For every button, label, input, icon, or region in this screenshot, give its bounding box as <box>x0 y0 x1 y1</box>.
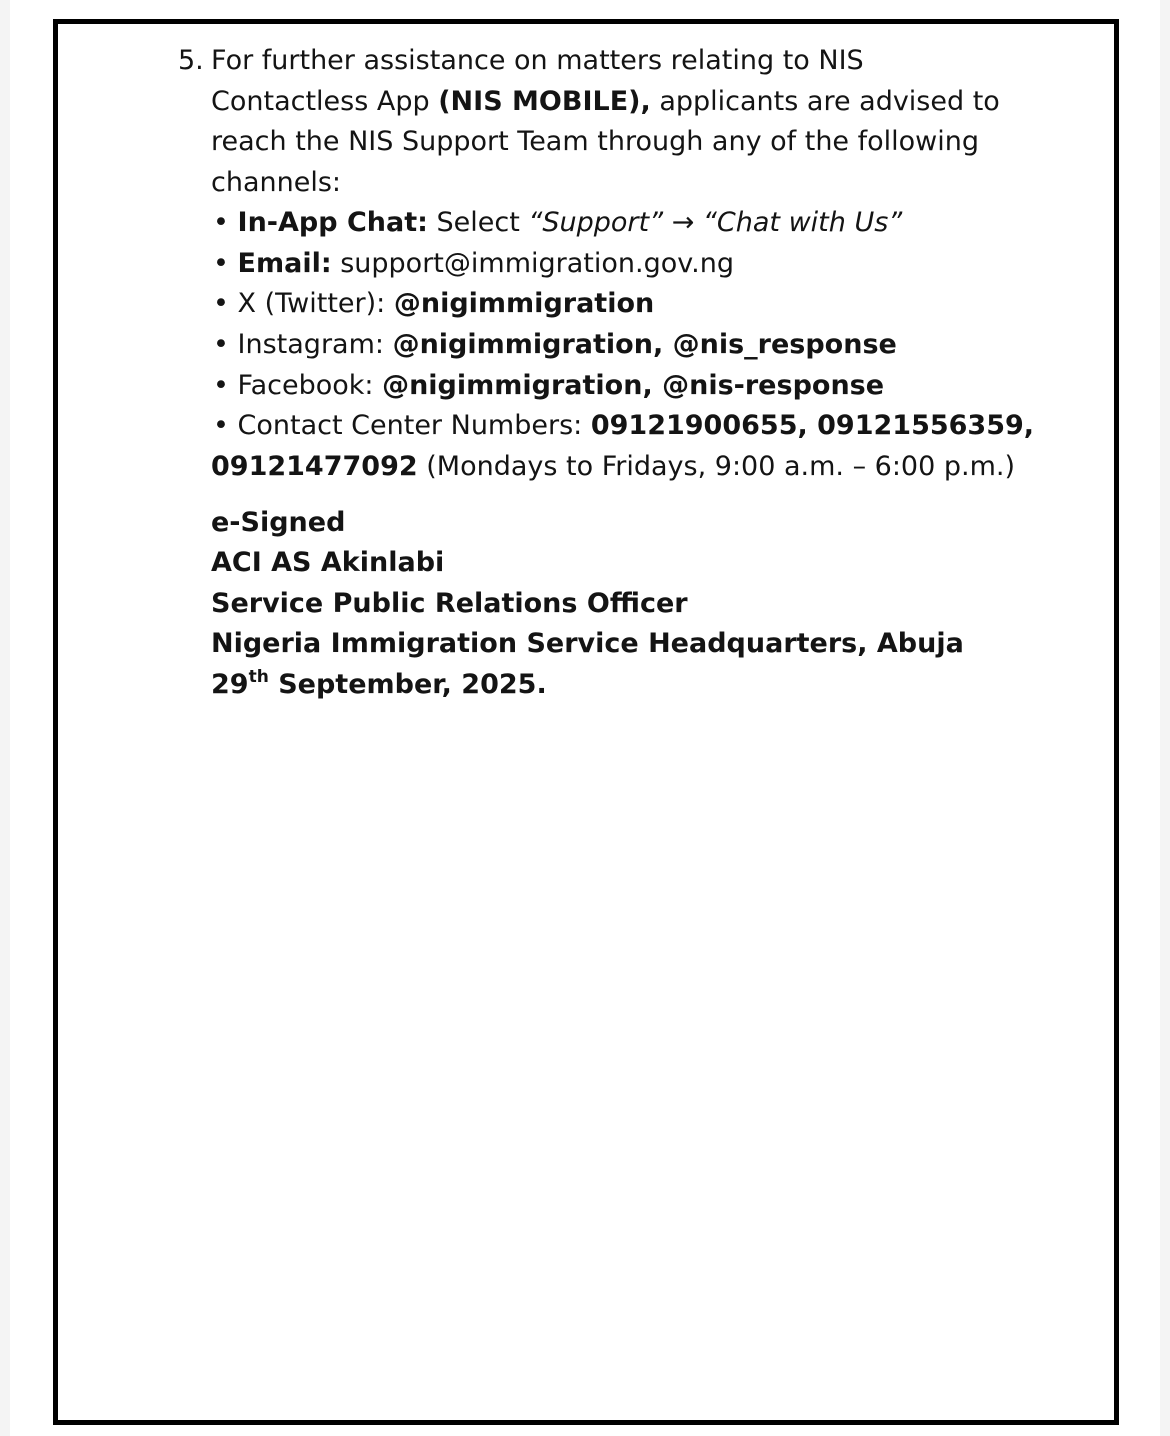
paragraph-line-1 <box>211 41 864 82</box>
channel-label: In-App Chat: <box>237 207 428 238</box>
date-rest: September, 2025. <box>268 669 547 700</box>
channel-label: X (Twitter): <box>237 288 394 319</box>
bullet-icon: • <box>213 248 229 279</box>
channel-contact-center-cont <box>211 447 1015 488</box>
office-hours: (Mondays to Fridays, 9:00 a.m. – 6:00 p.m.) <box>417 451 1016 482</box>
signatory-office: Nigeria Immigration Service Headquarters, Abuja <box>211 628 964 659</box>
bullet-icon: • <box>213 329 229 360</box>
channel-label: Instagram: <box>237 329 393 360</box>
date-suffix: th <box>248 667 269 687</box>
paragraph-text: reach the NIS Support Team through any of the following <box>211 126 980 157</box>
x-handle[interactable]: @nigimmigration <box>393 288 655 319</box>
bullet-icon: • <box>213 370 229 401</box>
paragraph-text: For further assistance on matters relating to NIS <box>211 45 864 76</box>
esigned-label: e-Signed <box>211 507 346 538</box>
app-name-bold: (NIS MOBILE), <box>438 86 651 117</box>
support-menu-text: “Support” <box>528 207 664 238</box>
bullet-icon: • <box>213 207 229 238</box>
channel-contact-center <box>213 406 1034 447</box>
facebook-handles[interactable]: @nigimmigration, @nis-response <box>382 370 885 401</box>
arrow-icon: → <box>663 207 703 238</box>
bullet-icon: • <box>213 288 229 319</box>
page-edge-left <box>0 0 10 1436</box>
channel-label: Email: <box>237 248 332 279</box>
channel-text: Select <box>427 207 529 238</box>
paragraph-line-2 <box>211 82 1000 123</box>
chat-with-us-text: “Chat with Us” <box>702 207 903 238</box>
paragraph-line-4 <box>211 163 341 204</box>
item-number: 5. <box>178 45 204 76</box>
document-date <box>211 665 547 706</box>
instagram-handles[interactable]: @nigimmigration, @nis_response <box>392 329 897 360</box>
paragraph-text: Contactless App <box>211 86 439 117</box>
paragraph-text: channels: <box>211 167 342 198</box>
phone-number[interactable]: 09121477092 <box>211 451 418 482</box>
page-edge-right <box>1160 0 1170 1436</box>
channel-in-app-chat <box>213 203 902 244</box>
paragraph-line-3 <box>211 122 979 163</box>
channel-label: Contact Center Numbers: <box>237 410 591 441</box>
bullet-icon: • <box>213 410 229 441</box>
signatory-title: Service Public Relations Officer <box>211 588 688 619</box>
date-day: 29 <box>211 669 249 700</box>
email-address[interactable]: support@immigration.gov.ng <box>331 248 734 279</box>
channel-instagram <box>213 325 897 366</box>
channel-label: Facebook: <box>237 370 383 401</box>
paragraph-text: applicants are advised to <box>650 86 1000 117</box>
channel-email <box>213 244 734 285</box>
signatory-name: ACI AS Akinlabi <box>211 547 445 578</box>
phone-numbers[interactable]: 09121900655, 09121556359, <box>590 410 1035 441</box>
channel-x-twitter <box>213 284 654 325</box>
channel-facebook <box>213 366 884 407</box>
